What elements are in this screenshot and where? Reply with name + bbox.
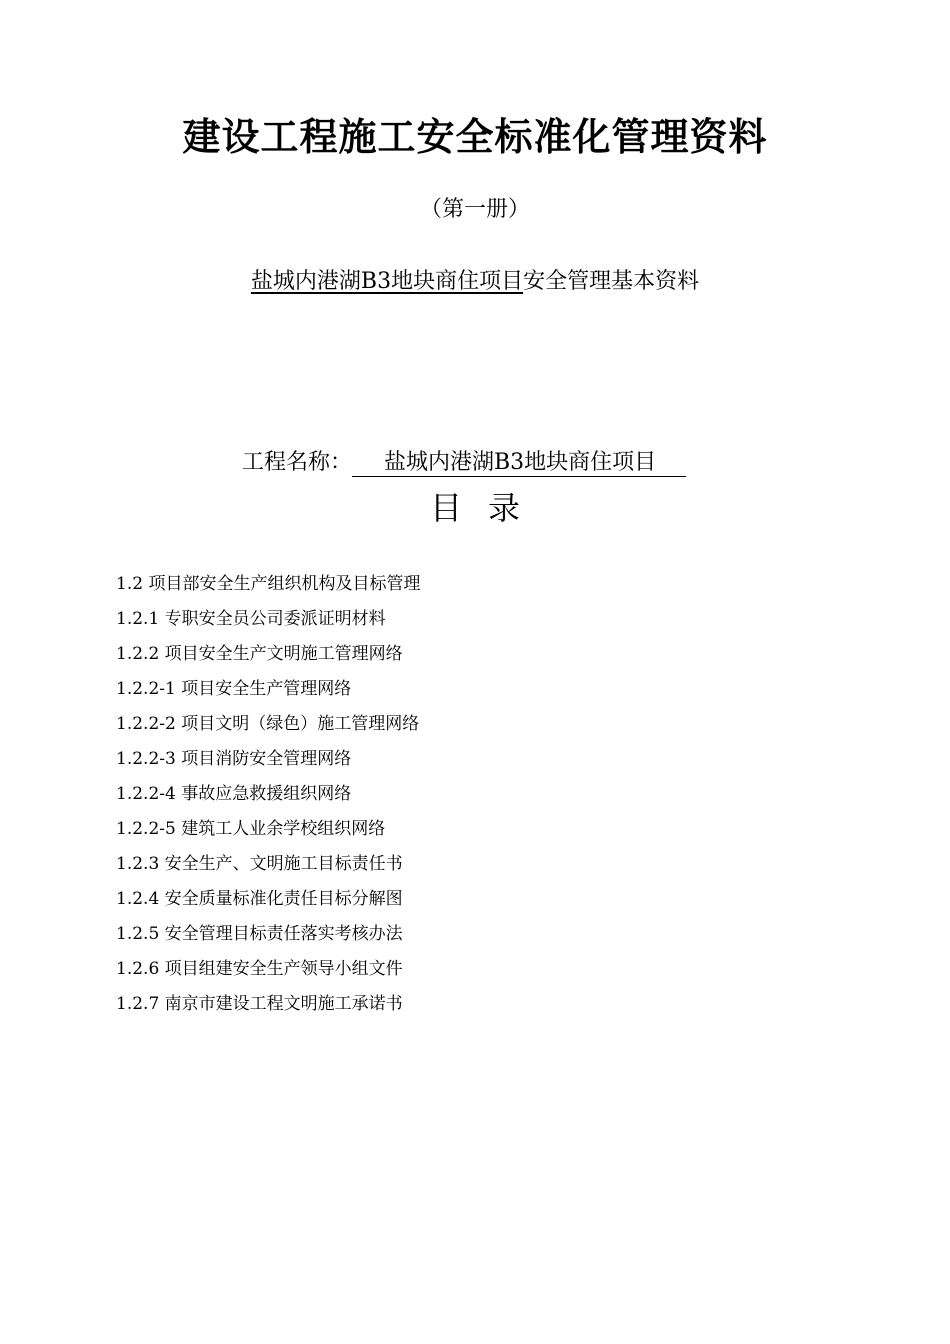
subtitle-project-name: 盐城内港湖B3地块商住项目: [250, 269, 524, 294]
toc-title: 目录: [429, 489, 546, 527]
toc-item: 1.2.2-1 项目安全生产管理网络: [116, 679, 352, 699]
toc-item: 1.2 项目部安全生产组织机构及目标管理: [116, 574, 421, 594]
main-title: 建设工程施工安全标准化管理资料: [182, 114, 768, 159]
table-of-contents: [116, 567, 420, 1022]
subtitle: [0, 266, 950, 298]
toc-item: 1.2.2-3 项目消防安全管理网络: [116, 749, 352, 769]
toc-item: 1.2.2-4 事故应急救援组织网络: [116, 784, 352, 804]
subtitle-suffix: 安全管理基本资料: [523, 269, 700, 294]
toc-item: 1.2.1 专职安全员公司委派证明材料: [116, 609, 386, 629]
toc-item: 1.2.5 安全管理目标责任落实考核办法: [116, 924, 403, 944]
volume-label: （第一册）: [419, 197, 530, 222]
toc-item: 1.2.6 项目组建安全生产领导小组文件: [116, 959, 403, 979]
toc-item: 1.2.7 南京市建设工程文明施工承诺书: [116, 994, 403, 1014]
toc-item: 1.2.4 安全质量标准化责任目标分解图: [116, 889, 403, 909]
project-name-label: 工程名称：: [242, 450, 353, 475]
toc-item: 1.2.2-2 项目文明（绿色）施工管理网络: [116, 714, 420, 734]
project-name-line: [242, 447, 686, 479]
toc-item: 1.2.2 项目安全生产文明施工管理网络: [116, 644, 403, 664]
toc-item: 1.2.3 安全生产、文明施工目标责任书: [116, 854, 403, 874]
toc-item: 1.2.2-5 建筑工人业余学校组织网络: [116, 819, 386, 839]
project-name-value: 盐城内港湖B3地块商住项目: [352, 450, 686, 477]
